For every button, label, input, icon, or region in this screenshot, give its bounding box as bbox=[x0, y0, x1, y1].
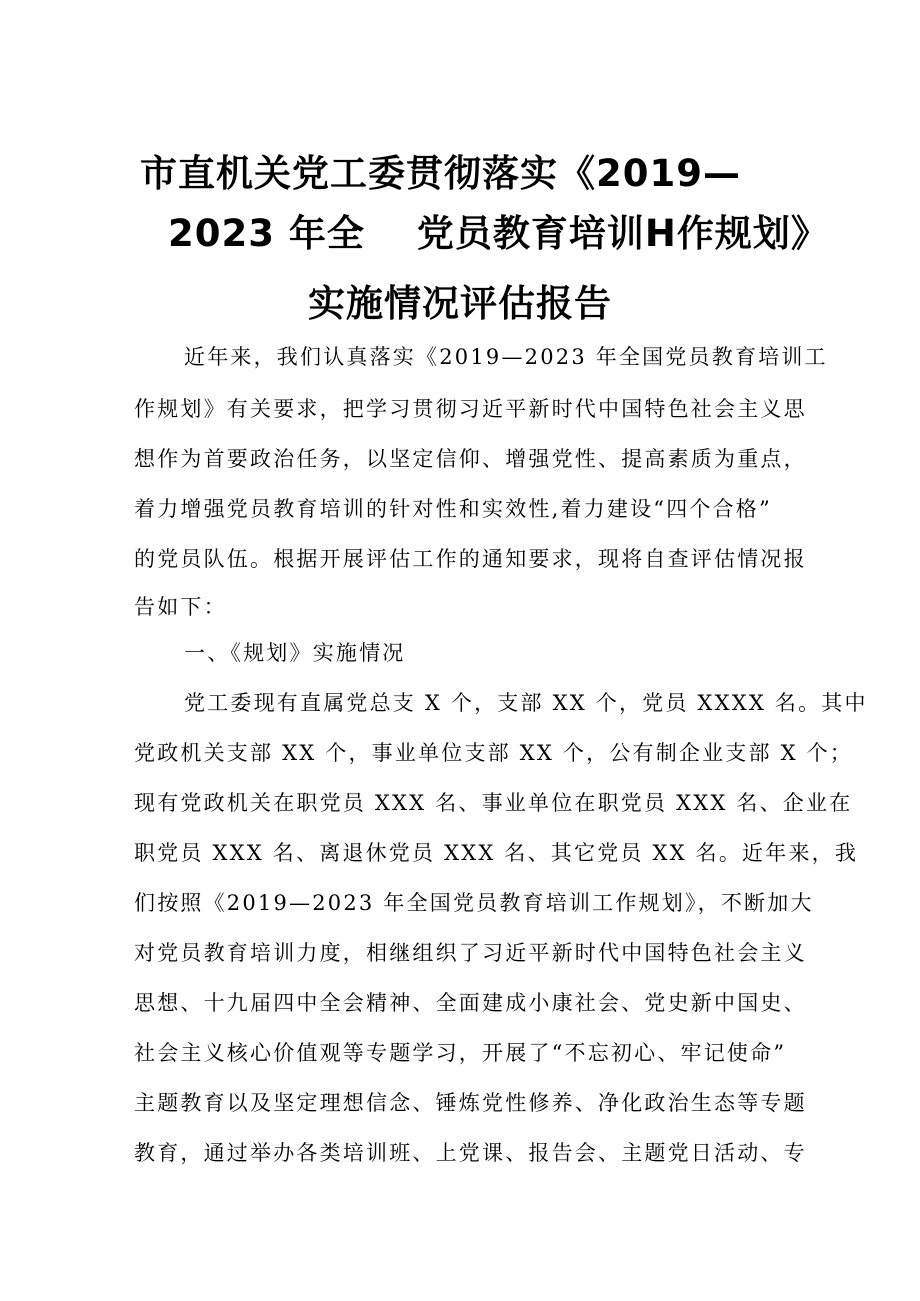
body-line: 社会主义核心价值观等专题学习，开展了“不忘初心、牢记使命” bbox=[134, 1041, 787, 1065]
title-line-1: 市直机关党工委贯彻落实《2019— bbox=[140, 152, 741, 195]
body-line: 党政机关支部 XX 个，事业单位支部 XX 个，公有制企业支部 X 个； bbox=[134, 741, 854, 765]
body-line: 思想、十九届四中全会精神、全面建成小康社会、党史新中国史、 bbox=[134, 991, 807, 1015]
title-line-3: 实施情况评估报告 bbox=[308, 282, 612, 325]
title-line-2 bbox=[168, 202, 828, 266]
body-line: 党工委现有直属党总支 X 个，支部 XX 个，党员 XXXX 名。其中 bbox=[184, 691, 868, 715]
body-line: 想作为首要政治任务，以坚定信仰、增强党性、提高素质为重点， bbox=[134, 447, 807, 471]
body-line: 对党员教育培训力度，相继组织了习近平新时代中国特色社会主义 bbox=[134, 941, 807, 965]
body-line: 职党员 XXX 名、离退休党员 XXX 名、其它党员 XX 名。近年来，我 bbox=[134, 841, 859, 865]
section-heading: 一、《规划》实施情况 bbox=[184, 641, 406, 665]
body-line: 现有党政机关在职党员 XXX 名、事业单位在职党员 XXX 名、企业在 bbox=[134, 791, 853, 815]
body-line: 着力增强党员教育培训的针对性和实效性,着力建设“四个合格” bbox=[134, 497, 772, 521]
body-line: 的党员队伍。根据开展评估工作的通知要求，现将自查评估情况报 bbox=[134, 547, 807, 571]
body-line: 告如下： bbox=[134, 595, 227, 619]
body-line: 们按照《2019—2023 年全国党员教育培训工作规划》，不断加大 bbox=[134, 891, 814, 915]
body-line: 作规划》有关要求，把学习贯彻习近平新时代中国特色社会主义思 bbox=[134, 397, 807, 421]
body-line: 近年来，我们认真落实《2019—2023 年全国党员教育培训工 bbox=[184, 345, 828, 369]
title-line-2-part-1: 2023 年全 bbox=[168, 212, 365, 255]
body-line: 教育，通过举办各类培训班、上党课、报告会、主题党日活动、专 bbox=[134, 1141, 807, 1165]
body-line: 主题教育以及坚定理想信念、锤炼党性修养、净化政治生态等专题 bbox=[134, 1091, 807, 1115]
title-line-2-part-2: 党员教育培训H作规划》 bbox=[416, 212, 829, 255]
